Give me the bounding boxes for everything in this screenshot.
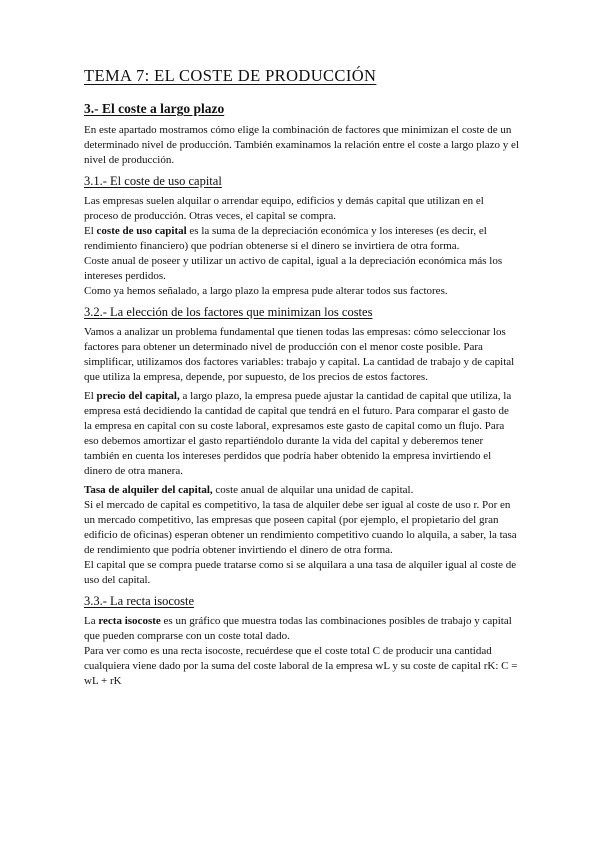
section-3-1-heading: 3.1.- El coste de uso capital [84,174,222,188]
section-3-2-paragraph-5: El capital que se compra puede tratarse como si se alquilara a una tasa de alquiler igual al coste de uso del capital. [84,559,517,586]
section-3-1-paragraph-2: El coste de uso capital es la suma de la depreciación económica y los intereses (es decir, el rendimiento financiero) que podrían obtenerse si el dinero se invirtiera de otra forma. [84,225,487,252]
term-recta-isocoste: recta isocoste [98,615,161,627]
term-precio-capital: precio del capital, [96,390,180,402]
section-3-1-paragraph-3: Coste anual de poseer y utilizar un activo de capital, igual a la depreciación económica más los intereses perdidos. [84,255,503,282]
section-3-3-paragraph-2: Para ver como es una recta isocoste, recuérdese que el coste total C de producir una cantidad cualquiera viene dado por la suma del coste laboral de la empresa wL y su coste de capital rK: C = wL + rK [84,645,518,687]
term-tasa-alquiler: Tasa de alquiler del capital, [84,484,213,496]
term-coste-uso-capital: coste de uso capital [96,225,187,237]
section-3-heading: 3.- El coste a largo plazo [84,101,225,116]
section-3-2-paragraph-3: Tasa de alquiler del capital, coste anual de alquilar una unidad de capital. [84,484,414,496]
section-3-2-heading: 3.2.- La elección de los factores que minimizan los costes [84,305,373,319]
section-3-1-paragraph-4: Como ya hemos señalado, a largo plazo la empresa pude alterar todos sus factores. [84,285,448,297]
section-3-2-paragraph-1: Vamos a analizar un problema fundamental que tienen todas las empresas: cómo seleccionar los factores para obtener un determinado nivel de producción con el menor coste posible. Para simplificar, utilizamos dos factores variables: trabajo y capital. La cantidad de trabajo y de capital que utiliza la empresa, depende, por supuesto, de los precios de estos factores. [84,326,515,383]
section-3-2-paragraph-4: Si el mercado de capital es competitivo, la tasa de alquiler debe ser igual al coste de uso r. Por en un mercado competitivo, las empresas que poseen capital (por ejemplo, el propietario del gran edificio de oficinas) esperan obtener un rendimiento competitivo cuando lo alquila, a saber, la tasa de rendimiento que podría obtener invirtiendo el dinero de otra forma. [84,499,517,556]
section-3-3-paragraph-1: La recta isocoste es un gráfico que muestra todas las combinaciones posibles de trabajo y capital que pueden comprarse con un coste total dado. [84,615,512,642]
section-3-intro: En este apartado mostramos cómo elige la combinación de factores que minimizan el coste de un determinado nivel de producción. También examinamos la relación entre el coste a largo plazo y el nivel de producción. [84,124,519,166]
section-3-2-paragraph-2: El precio del capital, a largo plazo, la empresa puede ajustar la cantidad de capital que utiliza, la empresa está decidiendo la cantidad de capital que tendrá en el futuro. Para comparar el gasto de la empresa en capital con su coste laboral, expresamos este gasto de capital como un flujo. Para eso debemos amortizar el gasto repartiéndolo durante la vida del capital y deberemos tener también en cuenta los intereses perdidos que podría haber obtenido la empresa invirtiendo el dinero de otra manera. [84,390,512,477]
section-3-3-heading: 3.3.- La recta isocoste [84,594,195,608]
section-3-1-paragraph-1: Las empresas suelen alquilar o arrendar equipo, edificios y demás capital que utilizan en el proceso de producción. Otras veces, el capital se compra. [84,195,484,222]
document-title: TEMA 7: EL COSTE DE PRODUCCIÓN [84,66,377,85]
